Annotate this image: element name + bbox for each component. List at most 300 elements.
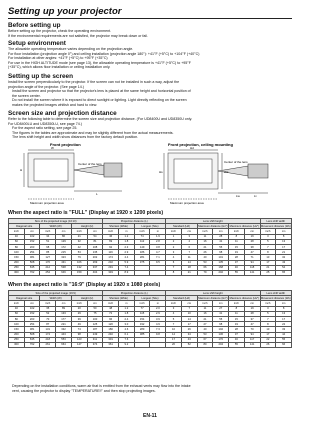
table-cell: 7.6 bbox=[119, 337, 135, 342]
table-cell: 26 bbox=[181, 327, 197, 332]
table-cell: 5.9 bbox=[119, 260, 135, 265]
unit-cell: cm bbox=[87, 301, 103, 306]
table-cell: 232 bbox=[103, 260, 119, 265]
table2-sub: Height (H) bbox=[71, 296, 102, 301]
table-cell: 177 bbox=[56, 316, 72, 321]
table-cell: 7 bbox=[166, 322, 182, 327]
table-cell: 187 bbox=[87, 327, 103, 332]
table-cell: 21 bbox=[276, 250, 292, 255]
table-cell: 11 bbox=[197, 306, 213, 311]
table-cell: 1.2 bbox=[119, 306, 135, 311]
table-cell: 159 bbox=[71, 270, 87, 275]
table-cell: 15 bbox=[229, 244, 245, 249]
table-cell: 22 bbox=[276, 322, 292, 327]
table-cell: 7.3 bbox=[150, 327, 166, 332]
table-cell: 762 bbox=[24, 342, 40, 347]
table-cell: 10 bbox=[166, 327, 182, 332]
table1-sub: Height (H) bbox=[71, 224, 102, 229]
table-cell: 28 bbox=[244, 239, 260, 244]
table1-group-shift-height: Lens shift height bbox=[166, 219, 260, 224]
table-cell: 147 bbox=[71, 342, 87, 347]
env-line: For use in the HIGH ALTITUDE mode (see page 13), the allowable operating temperature is +41°F (+5°C) to +95°F bbox=[8, 60, 191, 65]
table-cell: 55 bbox=[229, 270, 245, 275]
table-cell: 52 bbox=[40, 311, 56, 316]
table-cell: 204 bbox=[213, 342, 229, 347]
projection-diagrams bbox=[8, 141, 292, 207]
table-cell: 762 bbox=[24, 270, 40, 275]
table-cell: 19 bbox=[229, 322, 245, 327]
table-cell: 136 bbox=[213, 332, 229, 337]
unit-cell: cm bbox=[56, 229, 72, 234]
table-cell: 89 bbox=[56, 306, 72, 311]
table-cell: 221 bbox=[56, 322, 72, 327]
table-cell: 37 bbox=[229, 260, 245, 265]
header-rule bbox=[8, 18, 292, 19]
table-cell: 9.2 bbox=[119, 342, 135, 347]
table-cell: 47 bbox=[244, 322, 260, 327]
table-cell: 102 bbox=[24, 306, 40, 311]
table-cell: 9.8 bbox=[150, 332, 166, 337]
table-cell: 37 bbox=[244, 316, 260, 321]
table-cell: 301 bbox=[103, 337, 119, 342]
table-cell: 10 bbox=[181, 311, 197, 316]
table-cell: 46 bbox=[103, 234, 119, 239]
table-cell: 4.9 bbox=[150, 322, 166, 327]
env-line: For floor installation (projection angle 0°) and ceiling installation (projection angle 180°): +41°F (+5°C) to +104°F (+40°C) bbox=[8, 51, 200, 56]
table-cell: 14 bbox=[166, 332, 182, 337]
size-bullet: • The figures in the tables are approximate and may be slightly different from the actual measurements. bbox=[12, 131, 292, 136]
table-cell: 3 bbox=[260, 306, 276, 311]
table-cell: 40 bbox=[9, 234, 25, 239]
center-of-lens-label: Center of the lens bbox=[78, 162, 102, 166]
table-cell: 17 bbox=[181, 322, 197, 327]
table-cell: 40 bbox=[197, 255, 213, 260]
table-cell: 70 bbox=[244, 327, 260, 332]
table-cell: 100 bbox=[87, 316, 103, 321]
table-cell: 94 bbox=[244, 332, 260, 337]
unit-cell: m bbox=[150, 301, 166, 306]
table-cell: 87 bbox=[40, 322, 56, 327]
table-cell: 108 bbox=[87, 244, 103, 249]
table-cell: 52 bbox=[181, 342, 197, 347]
unit-cell: cm bbox=[24, 229, 40, 234]
table2-caption: When the aspect ratio is "16:9" (Display at 1920 x 1080 pixels) bbox=[8, 282, 161, 288]
table-cell: 5 bbox=[260, 311, 276, 316]
table-cell: 202 bbox=[87, 255, 103, 260]
unit-cell: inch bbox=[260, 301, 276, 306]
table-cell: 47 bbox=[244, 250, 260, 255]
table-cell: 86 bbox=[56, 234, 72, 239]
table-cell: 26 bbox=[197, 250, 213, 255]
table-cell: 102 bbox=[213, 327, 229, 332]
table-cell: 79 bbox=[71, 255, 87, 260]
table2-group-shift-height: Lens shift height bbox=[166, 291, 260, 296]
table-cell: 96 bbox=[103, 316, 119, 321]
env-line: For installation at other angles: +41°F (+5°C) to +95°F (+35°C) bbox=[8, 56, 108, 60]
table-cell: 42 bbox=[71, 244, 87, 249]
table-row bbox=[9, 270, 292, 275]
table-cell: 300 bbox=[9, 270, 25, 275]
unit-cell: inch bbox=[40, 301, 56, 306]
table-cell: 43 bbox=[276, 260, 292, 265]
table-cell: 55 bbox=[213, 244, 229, 249]
table-cell: 443 bbox=[56, 332, 72, 337]
screen-line: projection angle of the projector. (See page 14.) bbox=[8, 84, 84, 89]
table-cell: 17 bbox=[166, 337, 182, 342]
table-cell: 74 bbox=[71, 327, 87, 332]
table-cell: 68 bbox=[213, 250, 229, 255]
table-cell bbox=[150, 270, 166, 275]
label-L: L bbox=[96, 192, 98, 196]
table-cell: 123 bbox=[71, 337, 87, 342]
before-line: If the environmental requirements are not satisfied, the projector may break down or fail. bbox=[8, 33, 149, 38]
table-cell: 68 bbox=[213, 322, 229, 327]
unit-cell: m bbox=[119, 229, 135, 234]
table-cell: 94 bbox=[244, 260, 260, 265]
table-cell: 120 bbox=[103, 322, 119, 327]
env-line: (+35°C), which allows floor installation or ceiling installation only. bbox=[8, 65, 111, 69]
label-W: W bbox=[51, 146, 54, 150]
right-diagram-title: Front projection, ceiling mounting bbox=[168, 142, 233, 147]
table-cell: 28 bbox=[229, 255, 245, 260]
table-cell: 168 bbox=[213, 265, 229, 270]
table-cell bbox=[134, 270, 150, 275]
table-cell: 186 bbox=[134, 250, 150, 255]
table-cell: 55 bbox=[276, 337, 292, 342]
table-cell: 21 bbox=[71, 234, 87, 239]
table-cell: 27 bbox=[213, 306, 229, 311]
unit-cell: cm bbox=[213, 229, 229, 234]
table-cell: 67 bbox=[197, 337, 213, 342]
table-cell: 125 bbox=[87, 322, 103, 327]
table2-sub: Maximum distance (Hs*) bbox=[229, 296, 259, 300]
table-cell: 14 bbox=[181, 260, 197, 265]
table-cell: 3 bbox=[181, 234, 197, 239]
table-cell: 135 bbox=[213, 260, 229, 265]
unit-cell: inch bbox=[9, 229, 25, 234]
table-cell: 51 bbox=[40, 239, 56, 244]
table-cell: 4.6 bbox=[119, 327, 135, 332]
table-cell: 106 bbox=[71, 260, 87, 265]
table-cell: 3.9 bbox=[150, 316, 166, 321]
table2-sub: Diagonal size bbox=[9, 296, 40, 301]
table-cell: 180 bbox=[103, 327, 119, 332]
table2-group-size: Size of the projected image (16:9) bbox=[9, 291, 103, 296]
table-cell: 72 bbox=[103, 311, 119, 316]
table-cell: 20 bbox=[71, 306, 87, 311]
table-cell: 77 bbox=[134, 306, 150, 311]
table-cell: 332 bbox=[56, 327, 72, 332]
table-cell: 7 bbox=[260, 244, 276, 249]
table-cell: 25 bbox=[260, 270, 276, 275]
unit-cell: cm bbox=[244, 229, 260, 234]
table-cell: 44 bbox=[276, 332, 292, 337]
table-cell: 135 bbox=[87, 250, 103, 255]
table-cell: 8 bbox=[229, 234, 245, 239]
table-cell: 17 bbox=[276, 244, 292, 249]
table-cell: 54 bbox=[87, 234, 103, 239]
table-cell: 17 bbox=[276, 316, 292, 321]
table-cell: 28 bbox=[229, 327, 245, 332]
page-header-title: Setting up your projector bbox=[8, 6, 122, 17]
table-cell: 281 bbox=[134, 255, 150, 260]
size-bullet: • For the aspect ratio setting, see page 25. bbox=[12, 126, 292, 131]
table-cell: 215 bbox=[56, 250, 72, 255]
table-cell: 5 bbox=[260, 239, 276, 244]
table-cell: 152 bbox=[24, 311, 40, 316]
table-cell: 2.3 bbox=[119, 244, 135, 249]
center-of-lens-label-2: Center of the lens bbox=[224, 160, 248, 164]
unit-cell: inch bbox=[229, 229, 245, 234]
table-cell: 70 bbox=[40, 316, 56, 321]
table-cell: 92 bbox=[103, 244, 119, 249]
table-cell: 553 bbox=[56, 337, 72, 342]
table-row bbox=[9, 342, 292, 347]
table-cell: 218 bbox=[40, 337, 56, 342]
label-H: H bbox=[20, 168, 23, 172]
size-line: Refer to the following table to determine the screen size and projection distance. (For UD8400U and UD8350U only. bbox=[8, 117, 193, 121]
table-cell: 17 bbox=[260, 260, 276, 265]
table-cell: 2.9 bbox=[119, 250, 135, 255]
screen-heading: Setting up the screen bbox=[8, 73, 73, 80]
unit-cell: inch bbox=[260, 229, 276, 234]
table-cell: 40 bbox=[197, 327, 213, 332]
unit-cell: inch bbox=[229, 301, 245, 306]
table-cell: 39 bbox=[71, 316, 87, 321]
table-cell: 254 bbox=[24, 250, 40, 255]
table-cell: 381 bbox=[24, 327, 40, 332]
table-cell: 112 bbox=[134, 239, 150, 244]
unit-cell: inch bbox=[40, 229, 56, 234]
max-area-label: Maximum projection area bbox=[30, 201, 64, 205]
table-cell: 74 bbox=[134, 234, 150, 239]
table-cell: 28 bbox=[244, 311, 260, 316]
table-cell: 55 bbox=[229, 342, 245, 347]
table-cell: 289 bbox=[134, 327, 150, 332]
unit-cell: cm bbox=[181, 301, 197, 306]
table-cell: 28 bbox=[213, 234, 229, 239]
table-cell: 80 bbox=[197, 342, 213, 347]
front-projection-diagram bbox=[24, 150, 122, 199]
table-cell: 46 bbox=[229, 337, 245, 342]
before-heading: Before setting up bbox=[8, 22, 61, 29]
unit-cell: inch bbox=[166, 229, 182, 234]
table-cell: 8 bbox=[276, 306, 292, 311]
table-cell: 250 bbox=[9, 265, 25, 270]
unit-cell: inch bbox=[103, 229, 119, 234]
table-cell: 53 bbox=[71, 250, 87, 255]
unit-cell: inch bbox=[9, 301, 25, 306]
table-cell: 8.9 bbox=[119, 270, 135, 275]
table1-group-size: Size of the projected image (16:10) bbox=[9, 219, 103, 224]
table-cell: 1.8 bbox=[119, 311, 135, 316]
table1-sub: Width (W) bbox=[40, 224, 71, 229]
table-cell: 79 bbox=[197, 270, 213, 275]
table-cell: 361 bbox=[103, 342, 119, 347]
table-cell: 71 bbox=[244, 255, 260, 260]
ceiling-projection-diagram bbox=[164, 150, 268, 199]
footnote-line-cont: vent, causing the projector to display "TEMPERATURE!!" and then stop projecting images. bbox=[12, 388, 156, 393]
table-cell: 375 bbox=[134, 260, 150, 265]
table-cell: 635 bbox=[24, 337, 40, 342]
table-cell: 11 bbox=[197, 234, 213, 239]
unit-cell: cm bbox=[181, 229, 197, 234]
table-cell: 254 bbox=[40, 270, 56, 275]
table-cell: 8 bbox=[260, 250, 276, 255]
table-cell: 3.8 bbox=[150, 244, 166, 249]
table-cell: 150 bbox=[9, 327, 25, 332]
table-cell: 7 bbox=[181, 306, 197, 311]
table-cell: 150 bbox=[9, 255, 25, 260]
table-cell: 7.4 bbox=[119, 265, 135, 270]
table-cell: 100 bbox=[9, 322, 25, 327]
table-cell: 27 bbox=[197, 322, 213, 327]
table-cell: 3 bbox=[166, 306, 182, 311]
table-cell: 172 bbox=[56, 244, 72, 249]
left-diagram-title: Front projection bbox=[50, 142, 81, 147]
table-cell: 141 bbox=[244, 342, 260, 347]
table-cell: 170 bbox=[213, 337, 229, 342]
table-cell: 349 bbox=[103, 270, 119, 275]
table-cell: 250 bbox=[9, 337, 25, 342]
table-cell bbox=[134, 342, 150, 347]
unit-cell: cm bbox=[276, 229, 292, 234]
table-cell: 46 bbox=[229, 265, 245, 270]
before-line: Before setting up the projector, check the operating environment. bbox=[8, 29, 112, 33]
unit-cell: inch bbox=[166, 301, 182, 306]
table-cell: 17 bbox=[260, 332, 276, 337]
table-cell: 174 bbox=[40, 332, 56, 337]
table-cell: 34 bbox=[40, 234, 56, 239]
table-cell: 53 bbox=[197, 332, 213, 337]
table-cell: 21 bbox=[260, 265, 276, 270]
screen-line: Install the screen perpendicularly to the projector. If the screen can not be installed in such a way, adjust the bbox=[8, 80, 180, 84]
table1-group-shift-width: Lens shift width bbox=[260, 219, 292, 224]
table-cell: 240 bbox=[103, 332, 119, 337]
unit-cell: m bbox=[150, 229, 166, 234]
size-bullet: • The lens shift height and width show distances from the factory default position. bbox=[12, 135, 292, 140]
table-cell: 129 bbox=[56, 239, 72, 244]
table-cell: 385 bbox=[134, 332, 150, 337]
table-cell: 53 bbox=[197, 260, 213, 265]
unit-cell: cm bbox=[56, 301, 72, 306]
table-cell: 170 bbox=[40, 260, 56, 265]
table-cell: 4.4 bbox=[119, 255, 135, 260]
table-cell: 5 bbox=[166, 316, 182, 321]
table-cell: 19 bbox=[229, 250, 245, 255]
table-cell: 118 bbox=[244, 265, 260, 270]
table-cell: 19 bbox=[244, 306, 260, 311]
table-cell: 115 bbox=[134, 311, 150, 316]
table1-caption: When the aspect ratio is "FULL" (Display at 1920 x 1200 pixels) bbox=[8, 210, 164, 216]
table-cell: 1 bbox=[166, 234, 182, 239]
table-cell: 154 bbox=[134, 316, 150, 321]
table-cell: 66 bbox=[276, 342, 292, 347]
table-cell: 131 bbox=[40, 327, 56, 332]
unit-cell: cm bbox=[87, 229, 103, 234]
table-cell: 7.1 bbox=[150, 255, 166, 260]
table-cell: 8 bbox=[276, 234, 292, 239]
table1-sub: Standard (Hd) bbox=[166, 224, 197, 229]
table-cell: 508 bbox=[24, 260, 40, 265]
table-cell: 50 bbox=[87, 306, 103, 311]
table2-sub: Movement distance (Ws) bbox=[260, 296, 291, 300]
table-cell: 508 bbox=[24, 332, 40, 337]
table-cell: 13 bbox=[276, 311, 292, 316]
screen-bullet: • Do not install the screen where it is exposed to direct sunlight or lighting. Light directly reflecting on the screen bbox=[12, 98, 292, 103]
table-cell: 26 bbox=[260, 342, 276, 347]
table-cell: 8 bbox=[260, 322, 276, 327]
table-cell: 68 bbox=[40, 244, 56, 249]
table-cell: 152 bbox=[24, 239, 40, 244]
table1-sub: Maximum distance (Hs*) bbox=[198, 224, 228, 228]
table-cell: 80 bbox=[9, 316, 25, 321]
table-cell: 404 bbox=[87, 270, 103, 275]
table-cell: 21 bbox=[197, 244, 213, 249]
table-cell bbox=[150, 342, 166, 347]
table-cell: 8 bbox=[166, 270, 182, 275]
table-cell: 2.4 bbox=[119, 316, 135, 321]
table1-sub: Shortest (Wide) bbox=[103, 224, 134, 229]
label-Hs: Hs bbox=[159, 170, 163, 174]
table-cell: 7 bbox=[181, 250, 197, 255]
table-cell: 7 bbox=[260, 316, 276, 321]
table1-sub: Maximum distance (Hs*) bbox=[229, 224, 259, 228]
table-cell: 192 bbox=[134, 322, 150, 327]
table2-group-distance: Projection distance (L) bbox=[103, 291, 166, 296]
table-cell: 337 bbox=[87, 265, 103, 270]
table-cell: 38 bbox=[244, 244, 260, 249]
table-cell: 203 bbox=[24, 316, 40, 321]
table-cell: 35 bbox=[40, 306, 56, 311]
table-cell: 80 bbox=[9, 244, 25, 249]
table-cell: 323 bbox=[56, 255, 72, 260]
footnote-line: • Depending on the installation conditions, warm air that is emitted from the exhaust vents may flow into the intake bbox=[12, 384, 292, 389]
table-cell: 19 bbox=[244, 234, 260, 239]
label-Ws: Ws bbox=[224, 170, 229, 174]
table-cell: 3 bbox=[260, 234, 276, 239]
table1-sub: Movement distance (Ws) bbox=[260, 224, 291, 228]
max-area-label-2: Maximum projection area bbox=[170, 201, 204, 205]
label-Lt: Lt bbox=[254, 194, 257, 198]
table-cell: 254 bbox=[24, 322, 40, 327]
table-cell: 174 bbox=[103, 255, 119, 260]
table-cell: 203 bbox=[24, 244, 40, 249]
table-cell: 2 bbox=[166, 244, 182, 249]
table2-sub: Standard (Hd) bbox=[166, 296, 197, 301]
table-cell: 6 bbox=[166, 260, 182, 265]
table1-sub: Diagonal size bbox=[9, 224, 40, 229]
table2-sub: Maximum distance (Hs*) bbox=[198, 296, 228, 300]
unit-cell: cm bbox=[276, 301, 292, 306]
table-cell: 8 bbox=[229, 306, 245, 311]
label-Hd: Hd bbox=[190, 146, 194, 150]
table-cell: 60 bbox=[9, 239, 25, 244]
table-cell: 13 bbox=[260, 255, 276, 260]
table-cell: 4 bbox=[166, 311, 182, 316]
table-cell: 34 bbox=[181, 332, 197, 337]
table-cell: 3 bbox=[166, 250, 182, 255]
table-cell: 261 bbox=[40, 342, 56, 347]
table-cell: 85 bbox=[40, 250, 56, 255]
table-cell: 102 bbox=[24, 234, 40, 239]
table-cell: 54 bbox=[276, 265, 292, 270]
table-cell: 98 bbox=[71, 332, 87, 337]
table-cell: 11 bbox=[229, 239, 245, 244]
table2-group-shift-width: Lens shift width bbox=[260, 291, 292, 296]
table-cell: 291 bbox=[103, 265, 119, 270]
table-cell: 4 bbox=[166, 255, 182, 260]
